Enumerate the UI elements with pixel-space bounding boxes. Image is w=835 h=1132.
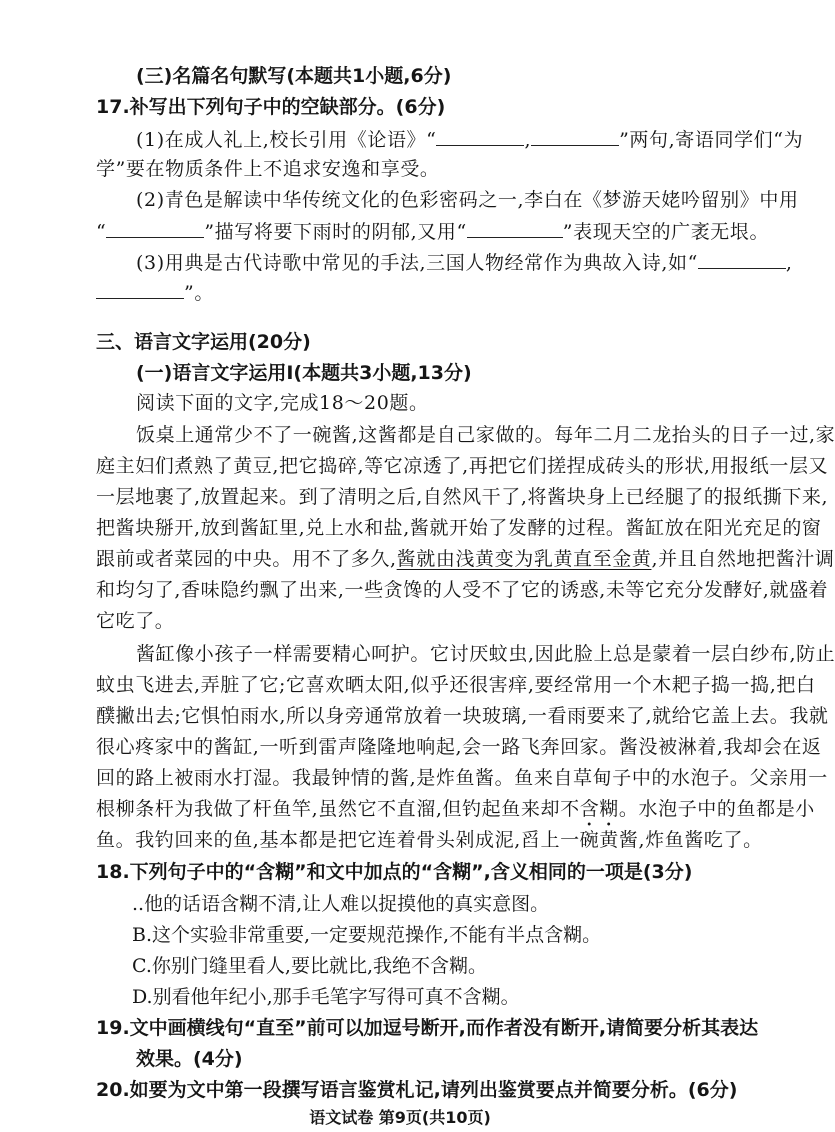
reading-instruction: 阅读下面的文字,完成18～20题。 [136,392,429,414]
q17-item3-line2 [96,280,214,305]
passage-line-1: 饭桌上通常少不了一碗酱,这酱都是自己家做的。每年二月二龙抬头的日子一过,家 [136,424,835,446]
q17-item2-line1: (2)青色是解读中华传统文化的色彩密码之一,李白在《梦游天姥吟留别》中用 [136,189,799,211]
q18-option-a[interactable]: ..他的话语含糊不清,让人难以捉摸他的真实意图。 [132,893,550,915]
q17-blank-6[interactable] [96,280,184,299]
q17-stem: 17.补写出下列句子中的空缺部分。(6分) [96,96,446,118]
q17-item3-text-a: (3)用典是古代诗歌中常见的手法,三国人物经常作为典故入诗,如“ [136,252,698,274]
passage-line-13-a: 根柳条杆为我做了杆鱼竿,虽然它不直溜,但钓起鱼来却不 [96,798,580,820]
page-footer: 语文试卷 第9页(共10页) [309,1108,491,1127]
passage-line-9: 蚊虫飞进去,弄脏了它;它喜欢晒太阳,似乎还很害痒,要经常用一个木耙子捣一捣,把白 [96,674,816,696]
passage-line-4: 把酱块掰开,放到酱缸里,兑上水和盐,酱就开始了发酵的过程。酱缸放在阳光充足的窗 [96,517,822,539]
passage-line-6: 和均匀了,香味隐约飘了出来,一些贪馋的人受不了它的诱惑,未等它充分发酵好,就盛着 [96,579,829,601]
passage-line-13 [96,797,815,831]
q17-item2-text-d: ”表现天空的广袤无垠。 [562,221,770,243]
dotted-word: 含糊 [579,798,619,820]
q18-option-d[interactable]: D.别看他年纪小,那手毛笔字写得可真不含糊。 [132,986,520,1008]
q17-item1-text-a: (1)在成人礼上,校长引用《论语》“ [136,129,437,151]
q17-blank-1[interactable] [436,127,524,146]
language-section-heading: 三、语言文字运用(20分) [96,331,311,353]
passage-line-13-b: 。水泡子中的鱼都是小 [618,798,815,820]
q17-item1-text-b: ”两句,寄语同学们“为 [619,129,804,151]
q18-stem: 18.下列句子中的“含糊”和文中加点的“含糊”,含义相同的一项是(3分) [96,861,693,883]
passage-line-12: 回的路上被雨水打湿。我最钟情的酱,是炸鱼酱。鱼来自草甸子中的水泡子。父亲用一 [96,767,828,789]
q17-item1-line1 [136,127,803,152]
language-sub-heading: (一)语言文字运用Ⅰ(本题共3小题,13分) [136,362,472,384]
q17-item1-line2: 学”要在物质条件上不追求安逸和享受。 [96,158,440,180]
underlined-sentence: 酱就由浅黄变为乳黄直至金黄 [396,548,652,570]
passage-line-5 [96,547,835,571]
passage-line-11: 很心疼家中的酱缸,一听到雷声隆隆地响起,会一路飞奔回家。酱没被淋着,我却会在返 [96,736,822,758]
q19-line-2: 效果。(4分) [136,1048,243,1070]
q17-item2-text-c: ”描写将要下雨时的阴郁,又用“ [204,221,467,243]
poetry-section-heading: (三)名篇名句默写(本题共1小题,6分) [136,65,452,87]
q17-item3-sep: , [785,252,793,274]
q20-stem: 20.如要为文中第一段撰写语言鉴赏札记,请列出鉴赏要点并简要分析。(6分) [96,1079,738,1101]
q17-blank-4[interactable] [467,219,563,238]
passage-line-5-b: ,并且自然地把酱汁调 [651,548,835,570]
passage-line-5-a: 跟前或者菜园的中央。用不了多久, [96,548,397,570]
q17-item3-line1 [136,250,793,275]
q18-option-c[interactable]: C.你别门缝里看人,要比就比,我绝不含糊。 [132,955,487,977]
passage-line-3: 一层地裹了,放置起来。到了清明之后,自然风干了,将酱块身上已经腿了的报纸撕下来, [96,486,829,508]
q19-line-1: 19.文中画横线句“直至”前可以加逗号断开,而作者没有断开,请简要分析其表达 [96,1017,759,1039]
q17-blank-3[interactable] [106,219,204,238]
passage-line-10: 醭撇出去;它惧怕雨水,所以身旁通常放着一块玻璃,一看雨要来了,就给它盖上去。我就 [96,705,829,727]
passage-line-14: 鱼。我钓回来的鱼,基本都是把它连着骨头剁成泥,舀上一碗黄酱,炸鱼酱吃了。 [96,829,763,851]
passage-line-8: 酱缸像小孩子一样需要精心呵护。它讨厌蚊虫,因此脸上总是蒙着一层白纱布,防止 [136,643,835,665]
passage-line-7: 它吃了。 [96,610,175,632]
q17-item1-sep: , [524,129,532,151]
q17-item3-end: ”。 [184,282,214,304]
passage-line-2: 庭主妇们煮熟了黄豆,把它捣碎,等它凉透了,再把它们搓捏成砖头的形状,用报纸一层又 [96,455,829,477]
q18-option-b[interactable]: B.这个实验非常重要,一定要规范操作,不能有半点含糊。 [132,924,602,946]
q17-blank-5[interactable] [698,250,786,269]
q17-blank-2[interactable] [531,127,619,146]
q17-item2-quote-open: “ [96,221,107,243]
q17-item2-line2 [96,219,769,244]
